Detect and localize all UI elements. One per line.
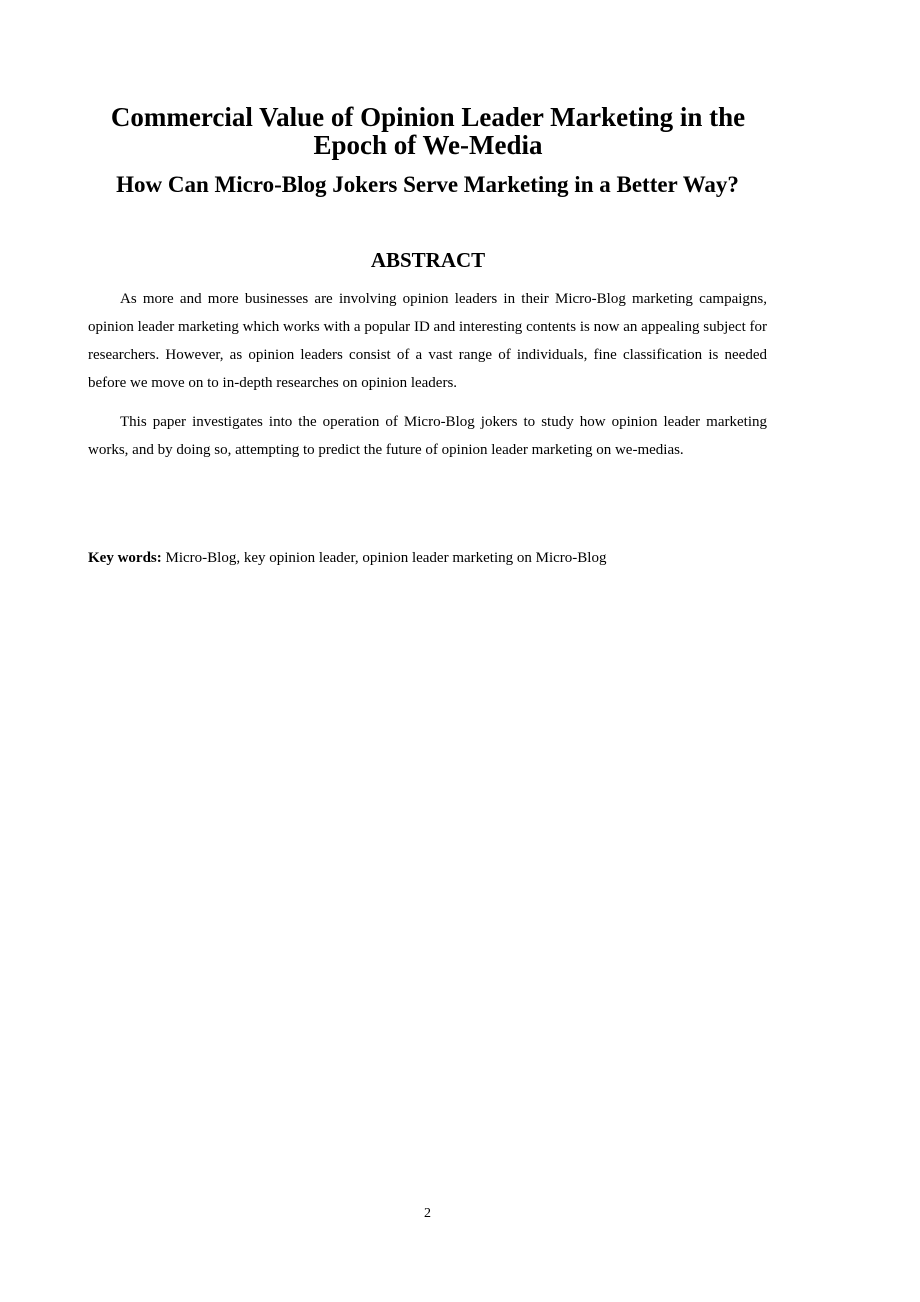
keywords-line: [88, 545, 767, 571]
abstract-paragraph: This paper investigates into the operation of Micro-Blog jokers to study how opinion leader marketing works, and by doing so, attempting to predict the future of opinion leader marketing on we-medias.: [88, 414, 767, 458]
paper-title: Commercial Value of Opinion Leader Marketing in the Epoch of We-Media: [110, 102, 746, 160]
abstract-paragraph: As more and more businesses are involving opinion leaders in their Micro-Blog marketing campaigns, opinion leader marketing which works with a popular ID and interesting contents is now an appealing subject for researchers. However, as opinion leaders consist of a vast range of individuals, fine classification is needed before we move on to in-depth researches on opinion leaders.: [88, 291, 767, 391]
keywords-text: Micro-Blog, key opinion leader, opinion leader marketing on Micro-Blog: [161, 550, 607, 566]
page-number: 2: [424, 1206, 431, 1221]
keywords-label: Key words:: [88, 550, 162, 566]
abstract-heading: ABSTRACT: [370, 248, 486, 272]
paper-subtitle: How Can Micro-Blog Jokers Serve Marketing in a Better Way?: [116, 172, 739, 197]
